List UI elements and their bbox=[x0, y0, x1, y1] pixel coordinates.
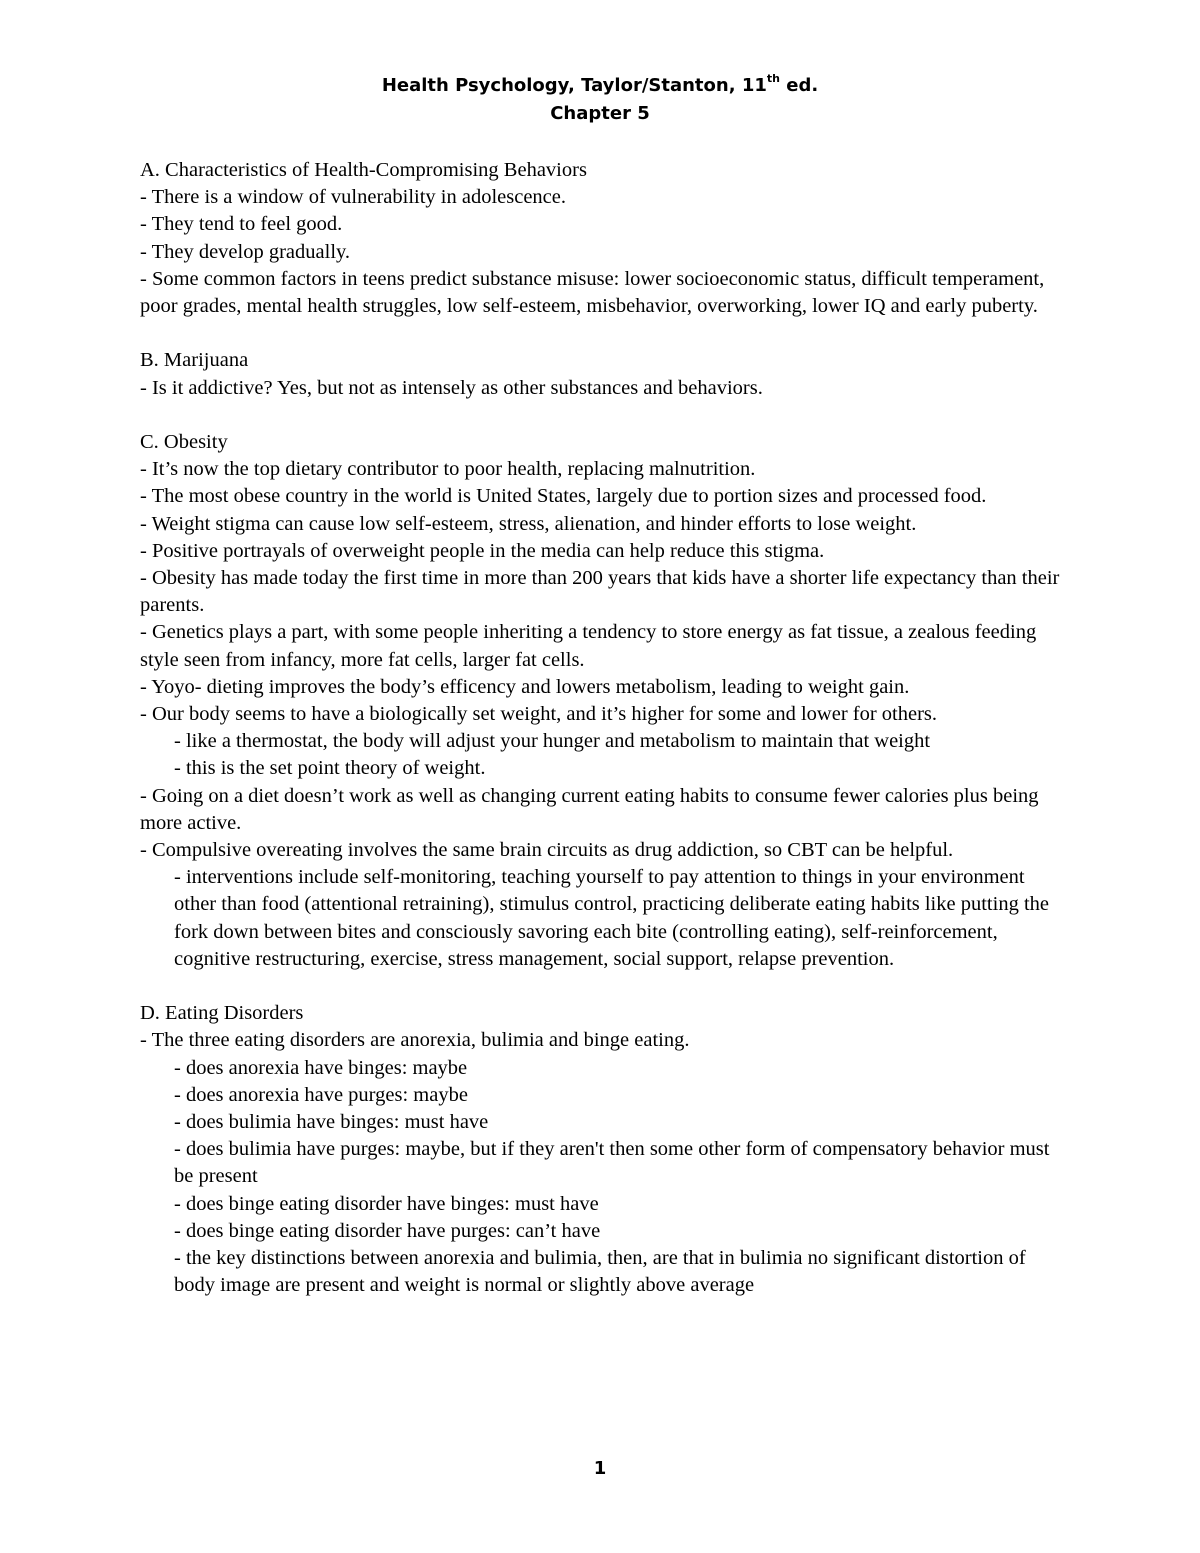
section bbox=[140, 347, 1070, 401]
bullet-item: - Going on a diet doesn’t work as well as changing current eating habits to consume fewer calories plus being more active. bbox=[140, 784, 1039, 834]
sub-bullet-item: - does bulimia have purges: maybe, but if they aren't then some other form of compensatory behavior must be present bbox=[174, 1138, 1050, 1188]
bullet-item: - Weight stigma can cause low self-esteem, stress, alienation, and hinder efforts to lose weight. bbox=[140, 512, 917, 535]
bullet-item: - Obesity has made today the first time in more than 200 years that kids have a shorter life expectancy than their parents. bbox=[140, 567, 1060, 617]
sub-bullet-item: - interventions include self-monitoring, teaching yourself to pay attention to things in your environment other than food (attentional retraining), stimulus control, practicing deliberate eating habits like putting the fork down between bites and consciously savoring each bite (controlling eating), self-reinforcement, cognitive restructuring, exercise, stress management, social support, relapse prevention. bbox=[174, 866, 1049, 970]
sub-bullet-item: - does binge eating disorder have purges: can’t have bbox=[174, 1219, 601, 1242]
bullet-item: - Positive portrayals of overweight people in the media can help reduce this stigma. bbox=[140, 539, 825, 562]
sub-bullet-item: - does bulimia have binges: must have bbox=[174, 1111, 489, 1134]
bullet-item: - There is a window of vulnerability in adolescence. bbox=[140, 186, 566, 209]
sub-bullet-item: - does anorexia have purges: maybe bbox=[174, 1083, 468, 1106]
bullet-item: - The most obese country in the world is United States, largely due to portion sizes and processed food. bbox=[140, 485, 987, 508]
section bbox=[140, 429, 1070, 973]
document-title bbox=[0, 72, 1200, 100]
bullet-item: - They develop gradually. bbox=[140, 240, 351, 263]
bullet-item: - Our body seems to have a biologically set weight, and it’s higher for some and lower for others. bbox=[140, 703, 938, 726]
document-title-block bbox=[0, 72, 1200, 128]
section-heading: A. Characteristics of Health-Compromising Behaviors bbox=[140, 159, 587, 181]
bullet-item: - Genetics plays a part, with some people inheriting a tendency to store energy as fat tissue, a zealous feeding style seen from infancy, more fat cells, larger fat cells. bbox=[140, 621, 1037, 671]
sub-bullet-item: - like a thermostat, the body will adjust your hunger and metabolism to maintain that weight bbox=[174, 730, 931, 753]
document-body bbox=[140, 157, 1070, 1327]
title-superscript: th bbox=[766, 72, 780, 85]
sub-bullet-item: - does binge eating disorder have binges: must have bbox=[174, 1192, 599, 1215]
title-main: Health Psychology, Taylor/Stanton, 11 bbox=[381, 75, 767, 96]
bullet-item: - It’s now the top dietary contributor to poor health, replacing malnutrition. bbox=[140, 458, 756, 481]
bullet-item: - Some common factors in teens predict substance misuse: lower socioeconomic status, difficult temperament, poor grades, mental health struggles, low self-esteem, misbehavior, overworking, lower IQ and early puberty. bbox=[140, 267, 1045, 318]
bullet-item: - They tend to feel good. bbox=[140, 213, 343, 236]
sub-bullet-item: - this is the set point theory of weight. bbox=[174, 757, 486, 780]
sub-bullet-item: - does anorexia have binges: maybe bbox=[174, 1056, 468, 1079]
sub-bullet-item: - the key distinctions between anorexia and bulimia, then, are that in bulimia no significant distortion of body image are present and weight is normal or slightly above average bbox=[174, 1247, 1026, 1297]
title-end: ed. bbox=[779, 75, 819, 96]
section-heading: B. Marijuana bbox=[140, 349, 249, 372]
section-heading: D. Eating Disorders bbox=[140, 1002, 304, 1025]
bullet-item: - Compulsive overeating involves the same brain circuits as drug addiction, so CBT can be helpful. bbox=[140, 839, 954, 862]
bullet-item: - Is it addictive? Yes, but not as intensely as other substances and behaviors. bbox=[140, 376, 763, 399]
bullet-item: - The three eating disorders are anorexia, bulimia and binge eating. bbox=[140, 1029, 690, 1052]
chapter-title: Chapter 5 bbox=[550, 103, 650, 124]
bullet-item: - Yoyo- dieting improves the body’s efficency and lowers metabolism, leading to weight gain. bbox=[140, 675, 910, 698]
section-heading: C. Obesity bbox=[140, 431, 228, 453]
page-number: 1 bbox=[593, 1458, 607, 1479]
section bbox=[140, 157, 1070, 320]
section bbox=[140, 1000, 1070, 1299]
